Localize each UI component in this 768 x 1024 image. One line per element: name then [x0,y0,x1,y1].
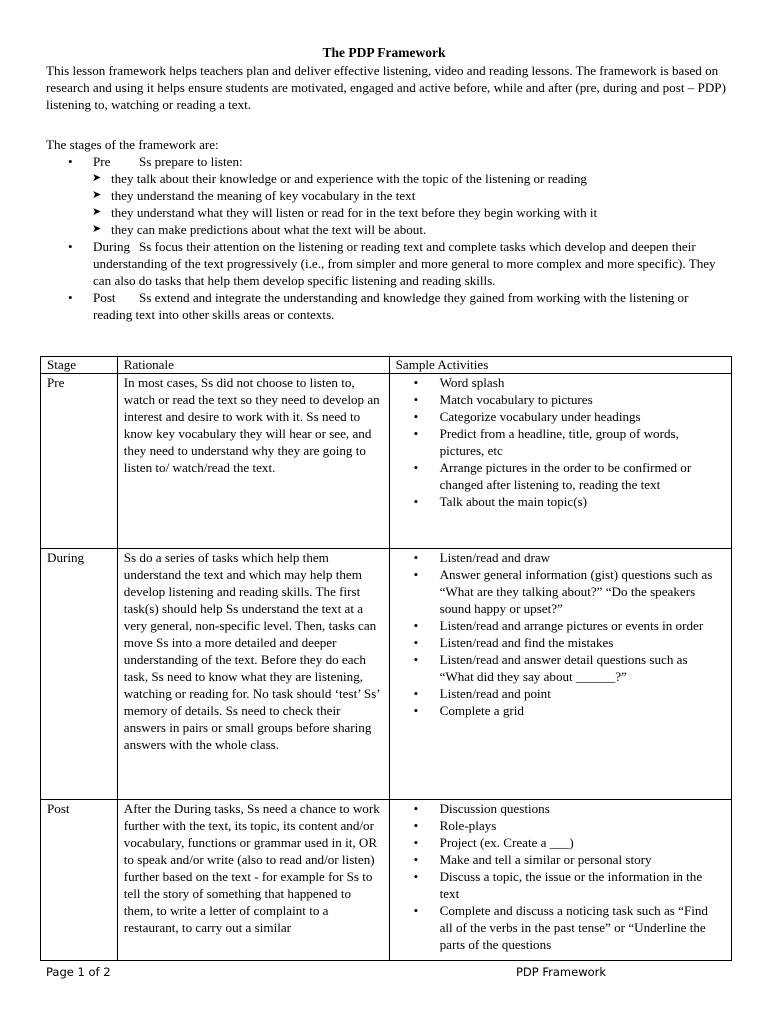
stage-cell: Pre [41,374,118,549]
list-item: • Listen/read and point [413,686,551,701]
list-item: • Arrange pictures in the order to be confirmed or changed after listening to, reading the text [413,460,692,492]
stage-cell: Post [41,800,118,961]
stage-name: Post [93,290,116,305]
list-item: • Talk about the main topic(s) [413,494,588,509]
bullet-icon: • [413,869,419,884]
footer-doc-name: PDP Framework [516,965,607,979]
stage-text: Ss focus their attention on the listening or reading text and complete tasks which develop and deepen their understanding of the text progressively (i.e., from simpler and more general to more complex and more specific). They can also do tasks that help them develop specific listening and reading skills. [93,239,716,288]
activities-cell [389,549,731,800]
bullet-icon: • [413,618,419,633]
stage-text: Ss extend and integrate the understanding and knowledge they gained from working with the listening or reading text into other skills areas or contexts. [93,290,689,322]
list-item: • Listen/read and find the mistakes [413,635,614,650]
bullet-icon: • [413,686,419,701]
stage-item-during [46,238,726,289]
arrow-bullet-icon: ➤ [92,172,102,184]
list-item: • Project (ex. Create a ___) [413,835,574,850]
list-item: • Predict from a headline, title, group of words, pictures, etc [413,426,679,458]
sub-list-item [92,204,726,221]
list-item: • Listen/read and answer detail questions such as “What did they say about ______?” [413,652,688,684]
header-rationale: Rationale [117,357,389,374]
intro-text: This lesson framework helps teachers plan and deliver effective listening, video and reading lessons. The framework is based on research and using it helps ensure students are motivated, engaged and active before, while and after (pre, during and post – PDP) listening to, watching or reading a text. [46,63,726,112]
header-stage: Stage [41,357,118,374]
stage-cell: During [41,549,118,800]
list-item: • Complete a grid [413,703,524,718]
table-row [41,374,732,549]
bullet-icon: • [413,375,419,390]
list-item: • Make and tell a similar or personal story [413,852,652,867]
bullet-icon: • [413,703,419,718]
sub-list-item [92,187,726,204]
sub-list-item [92,221,726,238]
activities-list [396,549,724,719]
list-item: • Role-plays [413,818,497,833]
page-number: Page 1 of 2 [46,965,111,979]
bullet-icon: • [413,567,419,582]
pre-sub-list [46,170,726,238]
rationale-cell: After the During tasks, Ss need a chance to work further with the text, its topic, its content and/or vocabulary, functions or grammar used in it, OR to speak and/or write (also to read and/or listen) further based on the text - for example for Ss to tell the story of something that happened to them, to write a letter of complaint to a restaurant, to carry out a similar [117,800,389,961]
bullet-icon: • [68,290,73,305]
bullet-icon: • [413,494,419,509]
list-item: • Answer general information (gist) questions such as “What are they talking about?” “Do the speakers sound happy or upset?” [413,567,713,616]
stage-name: Pre [93,154,111,169]
bullet-icon: • [413,835,419,850]
bullet-icon: • [413,801,419,816]
sub-item-text: they understand the meaning of key vocabulary in the text [111,188,416,203]
list-item: • Word splash [413,375,505,390]
bullet-icon: • [413,550,419,565]
arrow-bullet-icon: ➤ [92,189,102,201]
sub-item-text: they can make predictions about what the text will be about. [111,222,427,237]
sub-list-item [92,170,726,187]
stage-item-pre [46,153,726,170]
activities-list [396,800,724,953]
rationale-cell: In most cases, Ss did not choose to listen to, watch or read the text so they need to develop an interest and desire to work with it. Ss need to know key vocabulary they will hear or see, and they need to understand why they are going to listen to/ watch/read the text. [117,374,389,549]
sub-item-text: they talk about their knowledge or and experience with the topic of the listening or reading [111,171,587,186]
document-title: The PDP Framework [322,45,446,60]
list-item: • Listen/read and draw [413,550,551,565]
stage-name: During [93,239,131,254]
bullet-icon: • [68,239,73,254]
bullet-icon: • [413,392,419,407]
stage-text: Ss prepare to listen: [139,154,243,169]
bullet-icon: • [68,154,73,169]
sub-item-text: they understand what they will listen or read for in the text before they begin working with it [111,205,598,220]
bullet-icon: • [413,409,419,424]
bullet-icon: • [413,460,419,475]
activities-cell [389,800,731,961]
intro-paragraph [46,62,726,113]
list-item: • Match vocabulary to pictures [413,392,593,407]
stages-heading: The stages of the framework are: [46,137,219,152]
bullet-icon: • [413,852,419,867]
list-item: • Complete and discuss a noticing task such as “Find all of the verbs in the past tense” or “Underline the parts of the questions [413,903,708,952]
pdp-table [40,356,732,961]
stage-item-post [46,289,726,323]
table-header-row [41,357,732,374]
list-item: • Categorize vocabulary under headings [413,409,641,424]
list-item: • Discussion questions [413,801,550,816]
bullet-icon: • [413,426,419,441]
bullet-icon: • [413,818,419,833]
table-row [41,549,732,800]
bullet-icon: • [413,635,419,650]
activities-cell [389,374,731,549]
activities-list [396,374,724,510]
list-item: • Discuss a topic, the issue or the information in the text [413,869,703,901]
arrow-bullet-icon: ➤ [92,223,102,235]
stages-list [46,153,726,323]
arrow-bullet-icon: ➤ [92,206,102,218]
bullet-icon: • [413,652,419,667]
header-activities: Sample Activities [389,357,731,374]
table-row [41,800,732,961]
list-item: • Listen/read and arrange pictures or events in order [413,618,704,633]
rationale-cell: Ss do a series of tasks which help them understand the text and which may help them develop listening and reading skills. The first task(s) should help Ss understand the text at a very general, non-specific level. Then, tasks can move Ss into a more detailed and deeper understanding of the text. Before they do each task, Ss need to know what they are listening, watching or reading for. No task should ‘test’ Ss’ memory of details. Ss need to check their answers in pairs or small groups before sharing answers with the whole class. [117,549,389,800]
bullet-icon: • [413,903,419,918]
